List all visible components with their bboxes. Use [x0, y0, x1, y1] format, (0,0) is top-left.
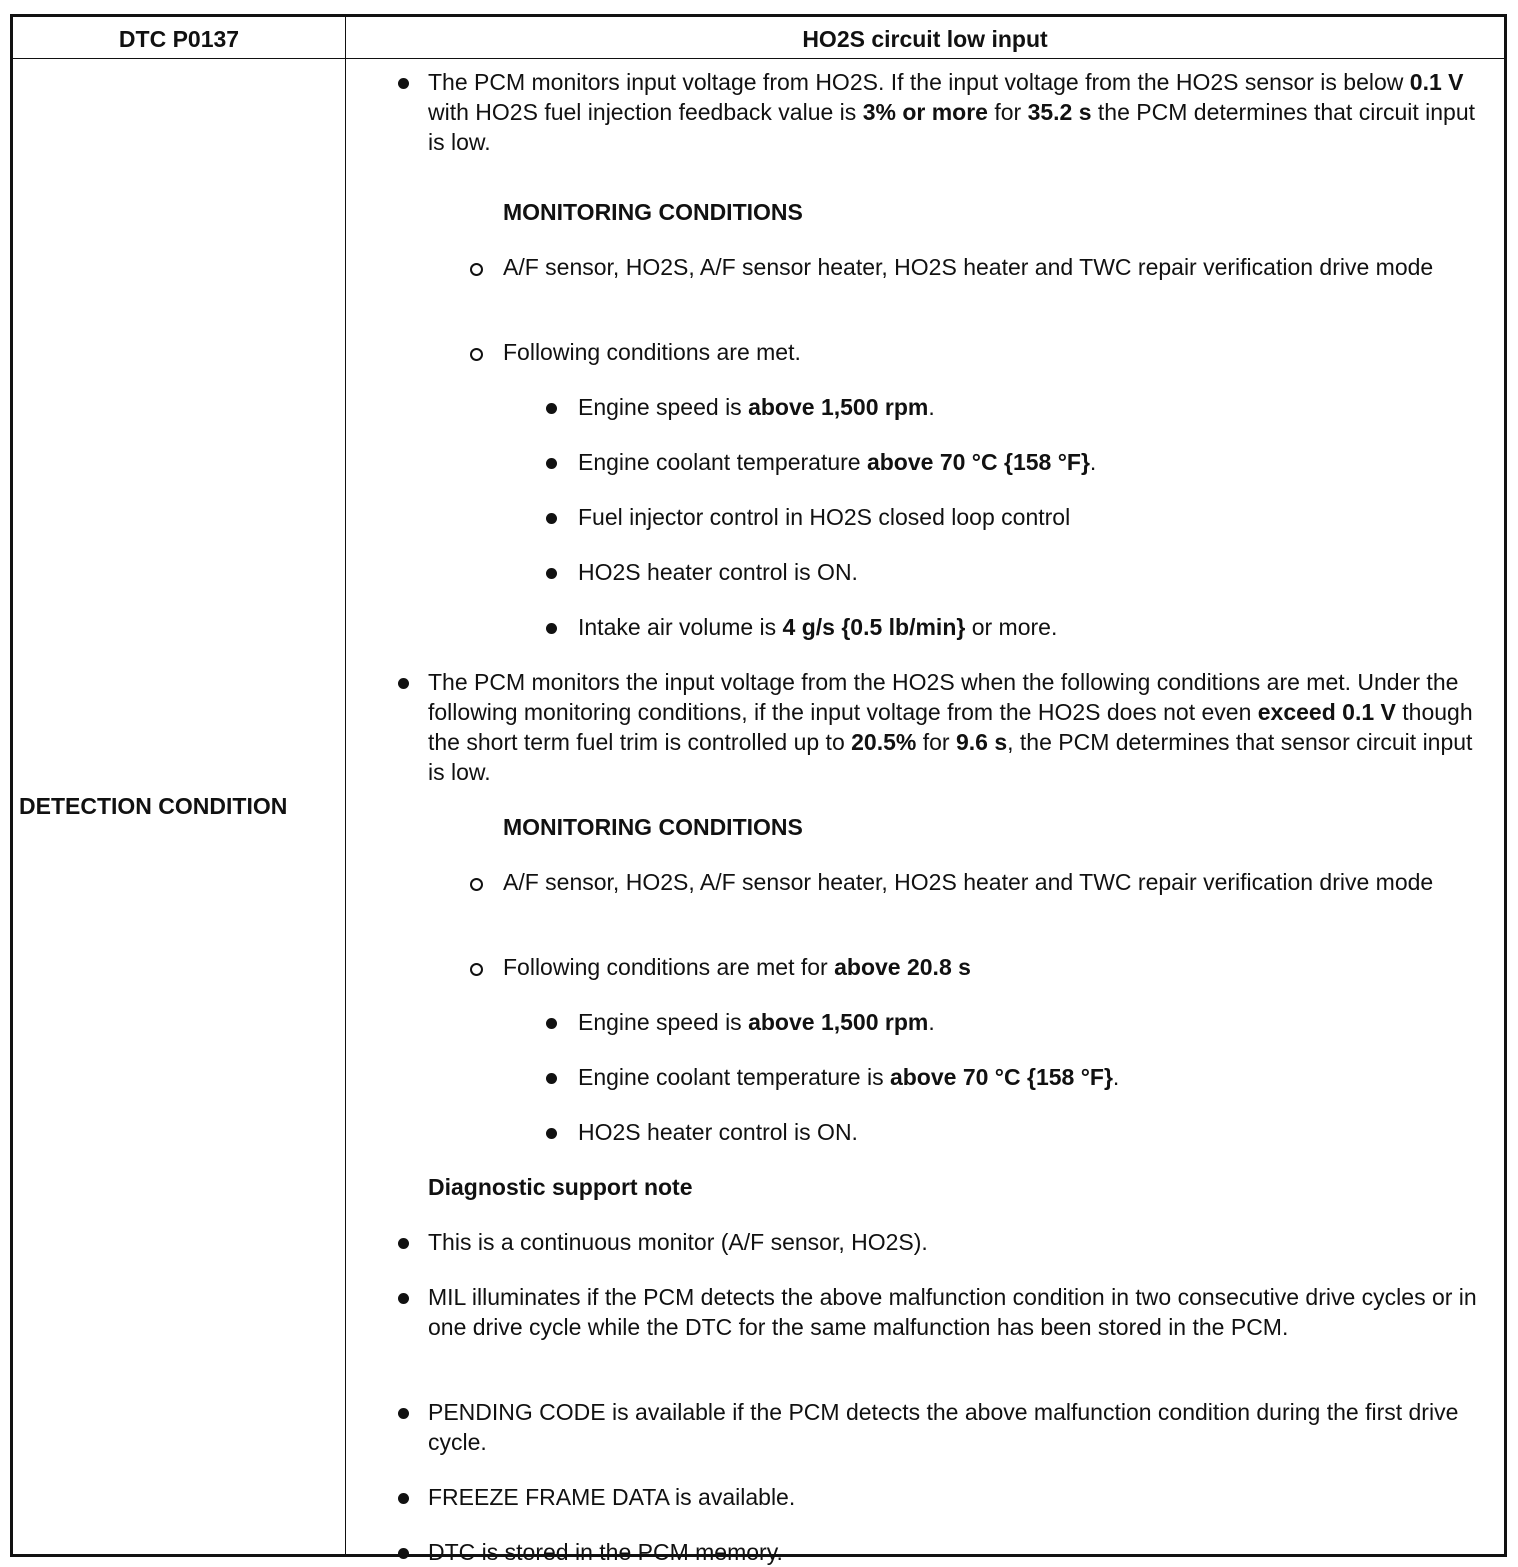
bullet-icon: [546, 1073, 557, 1084]
bullet-icon: [546, 403, 557, 414]
note-item: This is a continuous monitor (A/F sensor, HO2S).: [428, 1229, 928, 1255]
monitoring-item: A/F sensor, HO2S, A/F sensor heater, HO2S heater and TWC repair verification drive mode: [503, 869, 1434, 895]
note-item: MIL illuminates if the PCM detects the above malfunction condition in two consecutive drive cycles or in one drive cycle while the DTC for the same malfunction has been stored in the PCM.: [428, 1284, 1477, 1340]
bullet-icon: [546, 1018, 557, 1029]
condition-item: Intake air volume is 4 g/s {0.5 lb/min} or more.: [578, 614, 1058, 640]
note-item: FREEZE FRAME DATA is available.: [428, 1484, 796, 1510]
hollow-bullet-icon: [470, 263, 483, 276]
condition-item: Fuel injector control in HO2S closed loop control: [578, 504, 1071, 530]
detection-condition-content: [346, 59, 1504, 1565]
bullet-icon: [546, 568, 557, 579]
hollow-bullet-icon: [470, 963, 483, 976]
condition-item: Engine coolant temperature is above 70 °C {158 °F}.: [578, 1064, 1120, 1090]
bullet-icon: [398, 1238, 409, 1249]
bullet-icon: [398, 1548, 409, 1559]
monitoring-item: Following conditions are met.: [503, 339, 801, 365]
monitoring-conditions-heading-2: MONITORING CONDITIONS: [503, 814, 803, 840]
condition-item: Engine speed is above 1,500 rpm.: [578, 394, 935, 420]
condition-item: HO2S heater control is ON.: [578, 1119, 858, 1145]
bullet-icon: [546, 623, 557, 634]
bullet-icon: [398, 1408, 409, 1419]
hollow-bullet-icon: [470, 348, 483, 361]
diagnostic-support-note-heading: Diagnostic support note: [428, 1174, 693, 1200]
dtc-table: [10, 14, 1507, 1565]
monitoring-conditions-heading-1: MONITORING CONDITIONS: [503, 199, 803, 225]
bullet-icon: [398, 678, 409, 689]
bullet-icon: [398, 1493, 409, 1504]
bullet-icon: [398, 78, 409, 89]
bullet-icon: [546, 513, 557, 524]
monitoring-item: Following conditions are met for above 20.8 s: [503, 954, 971, 980]
condition-item: HO2S heater control is ON.: [578, 559, 858, 585]
bullet-icon: [546, 1128, 557, 1139]
note-item: PENDING CODE is available if the PCM detects the above malfunction condition during the first drive cycle.: [428, 1399, 1459, 1455]
condition-paragraph-2: The PCM monitors the input voltage from the HO2S when the following conditions are met. Under the following monitoring conditions, if the input voltage from the HO2S does not even exceed 0.1 V though the short term fuel trim is controlled up to 20.5% for 9.6 s, the PCM determines that sensor circuit input is low.: [428, 669, 1473, 785]
condition-item: Engine coolant temperature above 70 °C {158 °F}.: [578, 449, 1097, 475]
bullet-icon: [546, 458, 557, 469]
monitoring-item: A/F sensor, HO2S, A/F sensor heater, HO2S heater and TWC repair verification drive mode: [503, 254, 1434, 280]
bullet-icon: [398, 1293, 409, 1304]
header-dtc-code: DTC P0137: [118, 26, 240, 52]
note-item: DTC is stored in the PCM memory.: [428, 1539, 783, 1565]
detection-condition-label: DETECTION CONDITION: [19, 793, 288, 819]
condition-paragraph-1: The PCM monitors input voltage from HO2S. If the input voltage from the HO2S sensor is below 0.1 V with HO2S fuel injection feedback value is 3% or more for 35.2 s the PCM determines that circuit input is low.: [428, 69, 1476, 155]
condition-item: Engine speed is above 1,500 rpm.: [578, 1009, 935, 1035]
header-dtc-title: HO2S circuit low input: [802, 26, 1048, 52]
hollow-bullet-icon: [470, 878, 483, 891]
